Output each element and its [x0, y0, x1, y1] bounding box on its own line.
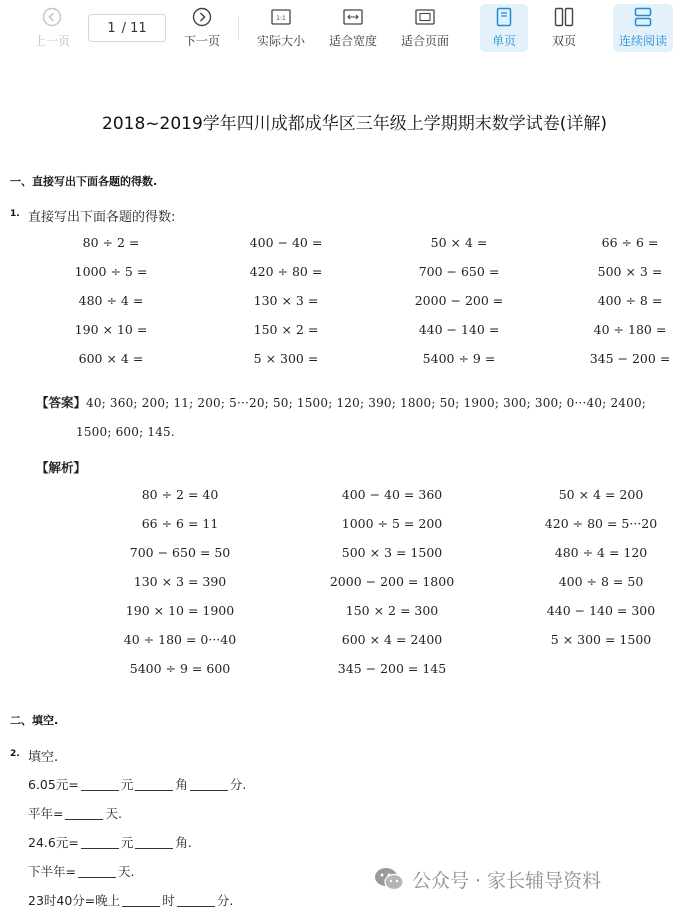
fill-unit: 分. — [229, 777, 247, 792]
fill-prefix: 23时40分=晚上 — [28, 893, 121, 908]
document-title: 2018~2019学年四川成都成华区三年级上学期期末数学试卷(详解) — [102, 114, 608, 134]
expression: 66 ÷ 6 = — [601, 235, 659, 250]
expression: 345 − 200 = — [589, 351, 671, 366]
solution: 345 − 200 = 145 — [337, 661, 447, 676]
expression: 150 × 2 = — [253, 322, 319, 337]
expression: 1000 ÷ 5 = — [74, 264, 148, 279]
fill-line — [28, 891, 233, 909]
watermark — [372, 862, 601, 896]
fit-page-icon — [415, 4, 435, 30]
expression: 190 × 10 = — [74, 322, 148, 337]
fill-unit: 元 — [120, 835, 134, 850]
fill-prefix: 24.6元= — [28, 835, 79, 850]
question-text-2: 填空. — [28, 750, 59, 765]
blank-field[interactable] — [78, 866, 116, 878]
solution: 1000 ÷ 5 = 200 — [341, 516, 443, 531]
continuous-reading-icon — [634, 4, 652, 30]
analysis-row — [0, 661, 689, 681]
expression: 130 × 3 = — [253, 293, 319, 308]
expression: 5 × 300 = — [253, 351, 319, 366]
question-1-row — [0, 264, 689, 284]
double-page-icon — [554, 4, 574, 30]
solution: 66 ÷ 6 = 11 — [141, 516, 219, 531]
blank-field[interactable] — [190, 779, 228, 791]
prev-page-button[interactable] — [30, 4, 74, 52]
question-number-1: 1. — [10, 209, 20, 219]
single-page-icon — [496, 4, 512, 30]
fill-prefix: 下半年= — [28, 864, 76, 879]
fill-unit: 角. — [175, 835, 192, 850]
fit-width-label: 适合宽度 — [328, 34, 377, 48]
question-text-1: 直接写出下面各题的得数: — [28, 210, 176, 225]
fill-unit: 分. — [216, 893, 234, 908]
expression: 700 − 650 = — [418, 264, 500, 279]
analysis-tag: 【解析】 — [36, 460, 87, 475]
fill-prefix: 6.05元= — [28, 777, 79, 792]
actual-size-icon — [271, 4, 291, 30]
single-page-label: 单页 — [491, 34, 516, 48]
expression: 40 ÷ 180 = — [593, 322, 667, 337]
question-1-row — [0, 351, 689, 371]
solution: 50 × 4 = 200 — [558, 487, 644, 502]
expression: 400 ÷ 8 = — [597, 293, 663, 308]
analysis-row — [0, 516, 689, 536]
blank-field[interactable] — [122, 895, 160, 907]
solution: 700 − 650 = 50 — [129, 545, 231, 560]
answer-line-2: 1500; 600; 145. — [76, 425, 175, 439]
chevron-left-circle-icon — [42, 4, 62, 30]
expression: 480 ÷ 4 = — [78, 293, 144, 308]
fill-line — [28, 862, 134, 880]
solution: 500 × 3 = 1500 — [341, 545, 443, 560]
solution: 5 × 300 = 1500 — [550, 632, 652, 647]
blank-field[interactable] — [177, 895, 215, 907]
expression: 600 × 4 = — [78, 351, 144, 366]
expression: 500 × 3 = — [597, 264, 663, 279]
expression: 400 − 40 = — [249, 235, 323, 250]
page-current[interactable]: 1 — [107, 20, 116, 36]
double-page-label: 双页 — [551, 34, 576, 48]
expression: 80 ÷ 2 = — [82, 235, 140, 250]
fit-width-button[interactable] — [326, 4, 380, 52]
fill-line — [28, 775, 246, 793]
next-page-button[interactable] — [180, 4, 224, 52]
solution: 600 × 4 = 2400 — [341, 632, 443, 647]
fit-page-label: 适合页面 — [400, 34, 449, 48]
solution: 150 × 2 = 300 — [345, 603, 439, 618]
fill-line — [28, 833, 192, 851]
actual-size-label: 实际大小 — [256, 34, 305, 48]
page-total: / 11 — [121, 20, 147, 36]
question-1-row — [0, 322, 689, 342]
expression: 440 − 140 = — [418, 322, 500, 337]
fill-unit: 时 — [162, 893, 175, 908]
toolbar-divider — [238, 16, 239, 40]
analysis-row — [0, 574, 689, 594]
fit-page-button[interactable] — [398, 4, 452, 52]
solution: 400 ÷ 8 = 50 — [558, 574, 644, 589]
solution: 80 ÷ 2 = 40 — [141, 487, 219, 502]
solution: 400 − 40 = 360 — [341, 487, 443, 502]
question-1-row — [0, 235, 689, 255]
blank-field[interactable] — [81, 837, 119, 849]
question-1-row — [0, 293, 689, 313]
solution: 130 × 3 = 390 — [133, 574, 227, 589]
expression: 2000 − 200 = — [414, 293, 504, 308]
prev-page-label: 上一页 — [33, 34, 70, 48]
double-page-button[interactable] — [540, 4, 588, 52]
fill-unit: 元 — [120, 777, 134, 792]
blank-field[interactable] — [135, 779, 173, 791]
viewer-toolbar — [0, 0, 689, 56]
analysis-row — [0, 632, 689, 652]
watermark-text: 公众号 · 家长辅导资料 — [412, 869, 602, 892]
fill-unit: 角 — [175, 777, 188, 792]
wechat-icon — [372, 862, 406, 896]
fill-line — [28, 804, 122, 822]
analysis-row — [0, 603, 689, 623]
fit-width-icon — [343, 4, 363, 30]
solution: 420 ÷ 80 = 5···20 — [544, 516, 658, 531]
section-heading-1: 一、直接写出下面各题的得数. — [10, 175, 158, 188]
section-heading-2: 二、填空. — [10, 714, 59, 727]
fill-prefix: 平年= — [28, 806, 64, 821]
single-page-button[interactable] — [480, 4, 528, 52]
answer-tag: 【答案】 — [36, 395, 87, 410]
solution: 440 − 140 = 300 — [546, 603, 656, 618]
expression: 420 ÷ 80 = — [249, 264, 323, 279]
blank-field[interactable] — [135, 837, 173, 849]
solution: 5400 ÷ 9 = 600 — [129, 661, 231, 676]
continuous-reading-button[interactable] — [613, 4, 673, 52]
expression: 5400 ÷ 9 = — [422, 351, 496, 366]
expression: 50 × 4 = — [430, 235, 488, 250]
fill-unit: 天. — [117, 864, 135, 879]
blank-field[interactable] — [81, 779, 119, 791]
chevron-right-circle-icon — [192, 4, 212, 30]
page-indicator[interactable] — [88, 14, 166, 42]
solution: 40 ÷ 180 = 0···40 — [123, 632, 237, 647]
solution: 480 ÷ 4 = 120 — [554, 545, 648, 560]
solution: 190 × 10 = 1900 — [125, 603, 235, 618]
answer-line-1: 40; 360; 200; 11; 200; 5···20; 50; 1500; 120; 390; 1800; 50; 1900; 300; 300; 0···40; 2400; — [86, 396, 647, 410]
blank-field[interactable] — [65, 808, 103, 820]
question-number-2: 2. — [10, 749, 20, 759]
fill-unit: 天. — [105, 806, 122, 821]
analysis-row — [0, 487, 689, 507]
svg-text:1:1: 1:1 — [276, 15, 286, 22]
continuous-reading-label: 连续阅读 — [618, 34, 667, 48]
actual-size-button[interactable] — [254, 4, 308, 52]
analysis-row — [0, 545, 689, 565]
next-page-label: 下一页 — [183, 34, 220, 48]
solution: 2000 − 200 = 1800 — [329, 574, 455, 589]
